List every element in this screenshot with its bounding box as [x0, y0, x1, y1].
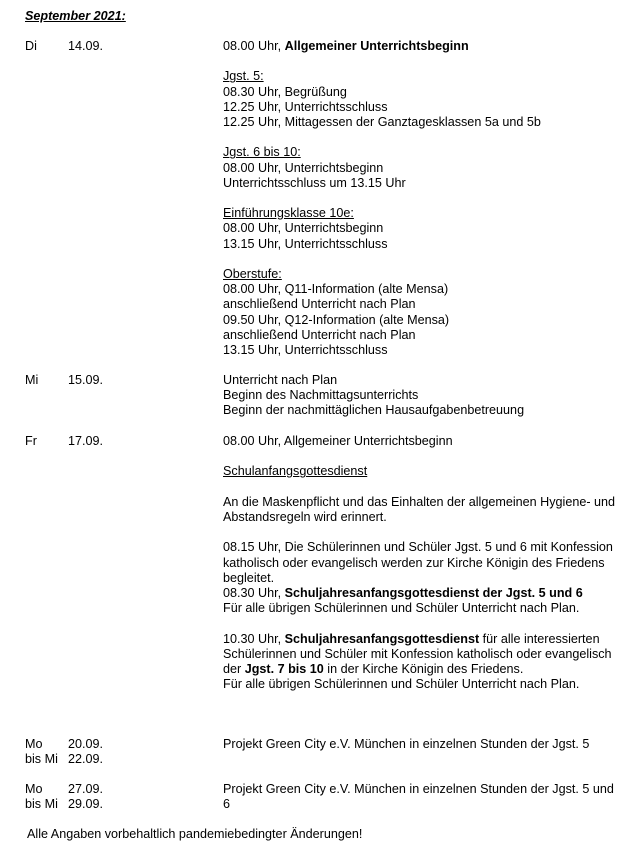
entry-day-end: bis Mi	[25, 752, 58, 766]
entry-line: Für alle übrigen Schülerinnen und Schüler Unterricht nach Plan.	[223, 601, 580, 616]
entry-paragraph: An die Maskenpflicht und das Einhalten der allgemeinen Hygiene- und Abstandsregeln wird erinnert.	[223, 494, 616, 524]
entry-line: anschließend Unterricht nach Plan	[223, 297, 416, 312]
entry-paragraph: Projekt Green City e.V. München in einzelnen Stunden der Jgst. 5	[223, 737, 590, 751]
entry-paragraph: Projekt Green City e.V. München in einzelnen Stunden der Jgst. 5 und 6	[223, 782, 614, 812]
entry-line: Beginn des Nachmittagsunterrichts	[223, 388, 419, 403]
entry-line: 12.25 Uhr, Mittagessen der Ganztagesklassen 5a und 5b	[223, 115, 541, 129]
entry-day: Mo	[25, 737, 43, 751]
entry-content	[223, 373, 618, 419]
entry-line: Unterrichtsschluss um 13.15 Uhr	[223, 175, 406, 190]
entry-date: 20.09.	[68, 737, 104, 751]
entry-day: Fr	[25, 434, 37, 448]
section-heading: Jgst. 6 bis 10:	[223, 145, 301, 160]
entry-content	[223, 434, 618, 692]
entry-line: anschließend Unterricht nach Plan	[223, 327, 416, 342]
section-heading: Schulanfangsgottesdienst	[223, 464, 368, 479]
entry-line: 08.00 Uhr, Unterrichtsbeginn	[223, 221, 384, 236]
section-heading: Jgst. 5:	[223, 69, 264, 84]
entry-line: 08.00 Uhr, Unterrichtsbeginn	[223, 160, 384, 175]
entry-date-end: 29.09.	[68, 797, 104, 811]
section-heading: Oberstufe:	[223, 266, 282, 281]
entry-line: Unterricht nach Plan	[223, 373, 338, 387]
entry-line: Beginn der nachmittäglichen Hausaufgabenbetreuung	[223, 403, 525, 418]
entry-content	[223, 737, 618, 752]
entry-date: 17.09.	[68, 434, 104, 448]
entry-day: Mi	[25, 373, 39, 387]
entry-date: 14.09.	[68, 39, 104, 53]
entry-line: Für alle übrigen Schülerinnen und Schüler Unterricht nach Plan.	[223, 677, 580, 692]
entry-line: 08.30 Uhr, Schuljahresanfangsgottesdienst der Jgst. 5 und 6	[223, 585, 583, 600]
entry-content	[223, 782, 618, 812]
footer-note: Alle Angaben vorbehaltlich pandemiebedingter Änderungen!	[27, 827, 363, 841]
entry-date: 27.09.	[68, 782, 104, 796]
entry-line: 08.00 Uhr, Q11-Information (alte Mensa)	[223, 282, 449, 297]
entry-line: 13.15 Uhr, Unterrichtsschluss	[223, 236, 388, 251]
entry-paragraph: 10.30 Uhr, Schuljahresanfangsgottesdienst für alle interessierten Schülerinnen und Schüler mit Konfession katholisch oder evangelisch der Jgst. 7 bis 10 in der Kirche Königin des Friedens.	[223, 631, 612, 676]
entry-day: Mo	[25, 782, 43, 796]
entry-line: 09.50 Uhr, Q12-Information (alte Mensa)	[223, 312, 450, 327]
entry-date: 15.09.	[68, 373, 104, 387]
section-heading: Einführungsklasse 10e:	[223, 206, 354, 221]
entry-line: 08.00 Uhr, Allgemeiner Unterrichtsbeginn	[223, 39, 469, 53]
entry-line: 08.00 Uhr, Allgemeiner Unterrichtsbeginn	[223, 434, 453, 448]
entry-content	[223, 39, 618, 358]
entry-line: 13.15 Uhr, Unterrichtsschluss	[223, 343, 388, 357]
page-title: September 2021:	[25, 9, 126, 23]
entry-day-end: bis Mi	[25, 797, 58, 811]
entry-date-end: 22.09.	[68, 752, 104, 766]
entry-line: 12.25 Uhr, Unterrichtsschluss	[223, 99, 388, 114]
entry-line: 08.30 Uhr, Begrüßung	[223, 84, 347, 99]
entry-day: Di	[25, 39, 37, 53]
entry-paragraph: 08.15 Uhr, Die Schülerinnen und Schüler Jgst. 5 und 6 mit Konfession katholisch oder evangelisch werden zur Kirche Königin des Friedens begleitet.	[223, 540, 613, 585]
